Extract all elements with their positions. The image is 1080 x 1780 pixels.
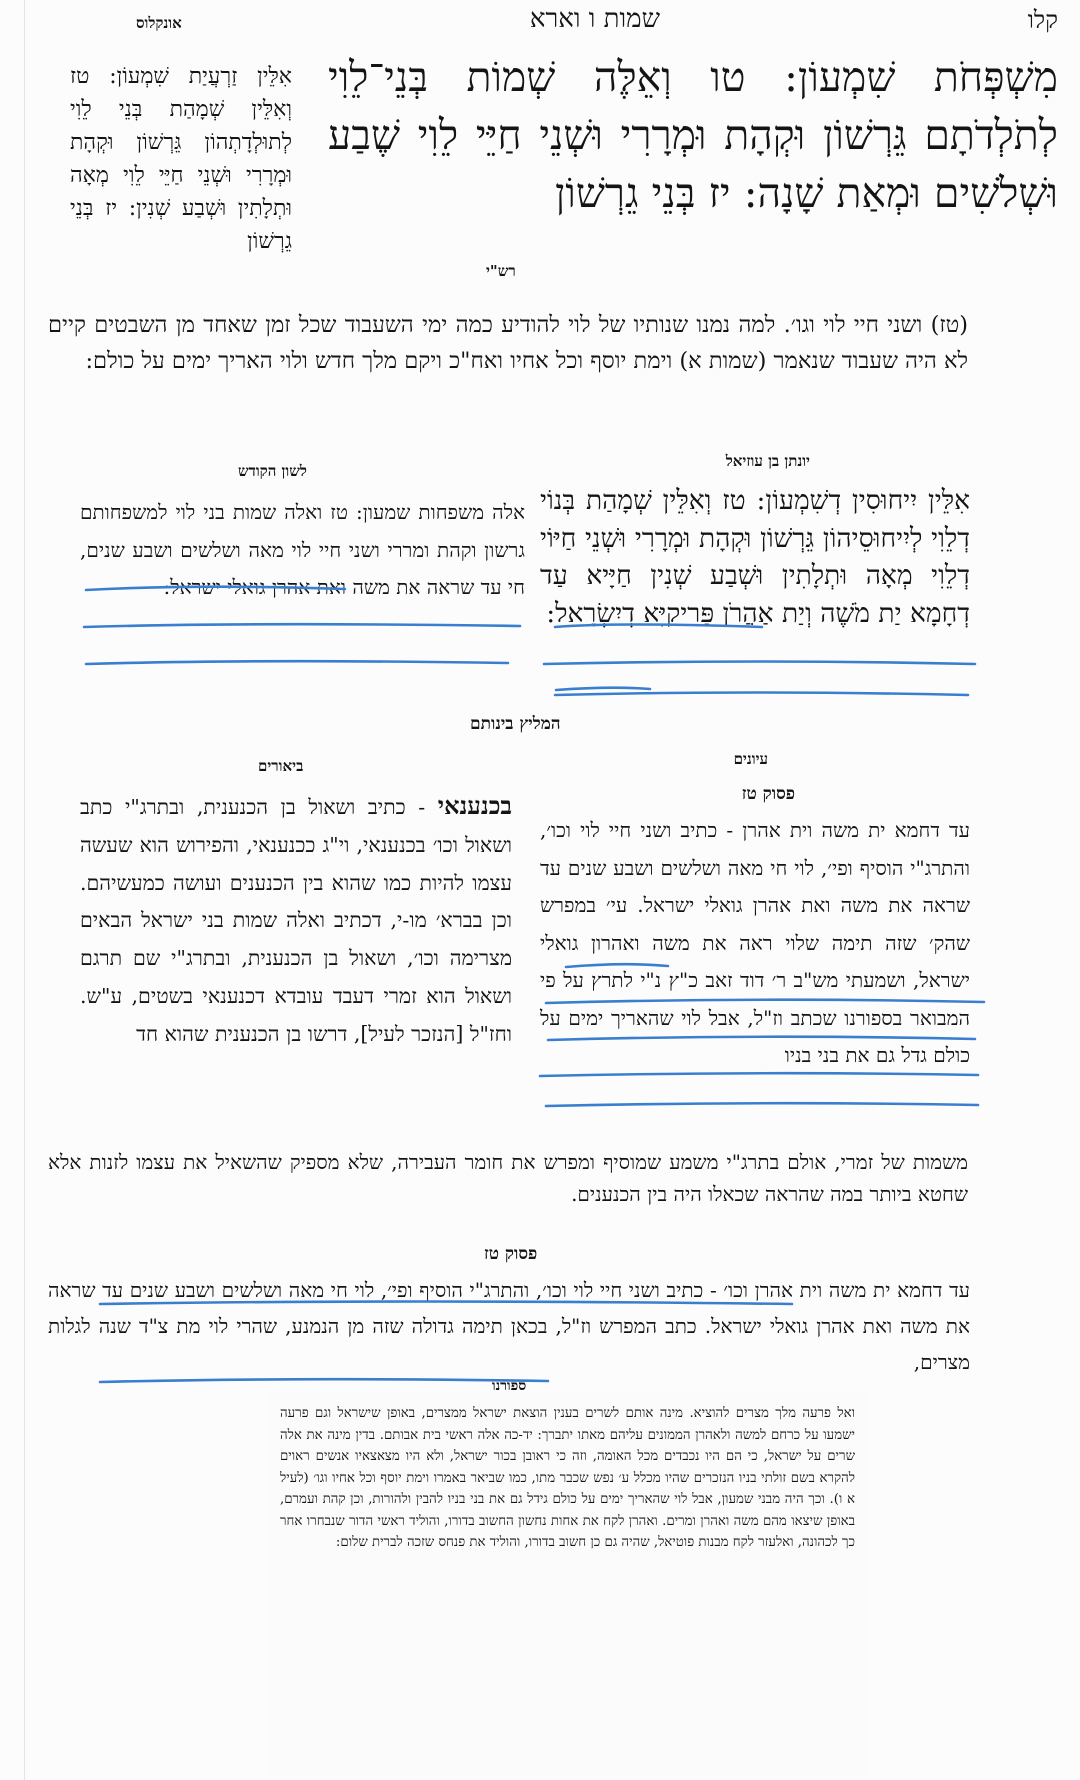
rashi-text: (טז) ושני חיי לוי וגו׳. למה נמנו שנותיו של לוי להודיע כמה ימי השעבוד שכל זמן שאחד מן השבטים קיים לא היה שעבוד שנאמר (שמות א) וימת יוסף וכל אחיו ואח"כ ויקם מלך חדש ולוי האריך ימים על כולם: [48, 312, 968, 374]
underline-iyunim-2 [546, 1000, 984, 1003]
underline-yonatan-3 [555, 693, 968, 696]
biurim-continued-text: משמות של זמרי, אולם בתרג"י משמע שמוסיף ומפרש את חומר העבירה, שלא מספיק שהשאיל את עצמו לזנות אלא שחטא ביותר במה שהראה שכאלו היה בין הכנענים. [48, 1150, 968, 1206]
onkelos-label: אונקלוס [136, 14, 182, 32]
hameliz-label: המליץ בינותם [470, 714, 561, 734]
underline-group [84, 587, 984, 1382]
sforno-text: ואל פרעה מלך מצרים להוציא. מינה אותם לשרים בענין הוצאת ישראל ממצרים, באופן שישראל וגם פרעה ישמעו על כרחם למשה ולאהרן הממונים עליהם מאתו יתברך: יד-כה אלה ראשי בית אבותם. בדין מינה את אלה שרים על ישראל, כי הם היו נכבדים מכל האומה, וזה כי ראובן בכור ישראל, ולא היו מצאצאיו אנשים ראוים להקרא בשם זולתי בניו הנזכרים שהיו מכלל ע׳ נפש שכבר מתו, כמו שביאר באמרו וימת יוסף וכל אחיו וגו׳ (לעיל א ו). וכך היה מבני שמעון, אבל לוי שהאריך ימים על כולם גידל גם את בני בניו להבין ולהורות, וכן קהת ועמרם, באופן שיצאו מהם משה ואהרן ומרים. ואהרן לקח את אחות נחשון החשוב בדורו, והוליד ראשי הדור שנבחרו אחר כך לכהונה, ואלעזר לקח מבנות פוטיאל, שהיה גם כן חשוב בדורו, והוליד את פנחס שזכה לברית שלום: [280, 1406, 855, 1550]
biurim-label: ביאורים [258, 757, 304, 775]
underline-yonatan-4 [556, 688, 650, 690]
yonatan-label: יונתן בן עוזיאל [725, 452, 810, 470]
underline-yonatan-1 [555, 625, 762, 628]
onkelos-text: אִלֵּין זַרְעֲיַת שִׁמְעוֹן: טז וְאִלֵּין שְׁמָהַת בְּנֵי לֵוִי לְתוּלְדָתְהוֹן גֵּרְשׁוֹן וּקְהָת וּמְרָרִי וּשְׁנֵי חַיֵּי לֵוִי מְאָה וּתְלָתִין וּשְׁבַע שְׁנִין: יז בְּנֵי גֵרְשׁוֹן [70, 64, 292, 254]
underline-iyunim-3 [548, 1037, 975, 1040]
biurim-lead-word: בכנענאי [437, 791, 512, 820]
yonatan-text: אִלֵּין יִיחוּסִין דְשִׁמְעוֹן: טז וְאִלֵּין שְׁמָהַת בְּנוֹי דְלֵוִי לְיִיחוּסֵיהוֹן גֵּרְשׁוֹן וּקְהָת וּמְרָרִי וּשְׁנֵי חַיּוֹי דְלֵוִי מְאָה וּתְלָתִין וּשְׁבַע שְׁנִין חַיָּיא עַד דְחָמָא יַת מֹשֶׁה וְיַת אַהֲרֹן פָּרִיקַיָּא דְיִשְׂרָאֵל: [540, 485, 970, 629]
page-number: קלו [1027, 6, 1058, 34]
underline-iyunim-5 [546, 1103, 978, 1106]
underline-pasuk2-2 [100, 1379, 548, 1382]
pasuk2-label: פסוק טז [484, 1244, 538, 1264]
lashon-hakodesh-label: לשון הקודש [238, 462, 307, 480]
underline-lashon-2 [84, 624, 520, 627]
iyunim-text: עד דחמא ית משה וית אהרן - כתיב ושני חיי לוי וכו׳, והתרג"י הוסיף ופי׳, לוי חי מאה ושלשים ושבע שנים עד שראה את משה ואת אהרן גואלי ישראל. עי׳ במפרש שהק׳ שזה תימה שלוי ראה את משה ואהרון גואלי ישראל, ושמעתי מש"ב ר׳ דוד זאב כ"ץ נ"י לתרץ על פי המבואר בספורנו שכתב וז"ל, אבל לוי שהאריך ימים על כולם גדל גם את בני בניו [540, 818, 970, 1067]
underline-iyunim-4 [540, 1073, 978, 1076]
pasuk2-text: עד דחמא ית משה וית אהרן וכו׳ - כתיב ושני חיי לוי וכו׳, והתרג"י הוסיף ופי׳, לוי חי מאה ושלשים ושבע שנים עד שראה את משה ואת אהרן גואלי ישראל. כתב המפרש וז"ל, בכאן תימה גדולה שזה מן הנמנע, שהרי לוי מת צ"ד שנה לגלות מצרים, [48, 1278, 971, 1374]
underline-lashon-3 [86, 661, 508, 664]
underline-yonatan-2 [544, 662, 975, 665]
underline-iyunim-1 [566, 964, 668, 967]
parasha-title: שמות ו וארא [529, 4, 660, 34]
iyunim-label: עיונים [733, 750, 768, 768]
underline-lashon-1 [86, 587, 345, 590]
biurim-body: - כתיב ושאול בן הכנענית, ובתרג"י כתב ושאול וכו׳ בכנענאי, וי"ג ככנענאי, והפירוש הוא שעשה עצמו להיות כמו שהוא בין הכנענים ועושה כמעשיהם. וכן בברא׳ מו-י, דכתיב ואלה שמות בני ישראל הבאים מצרימה וכו׳, ושאול בן הכנענית, ובתרג"י שם תרגם ושאול הוא זמרי דעבד עובדא דכנענאי בשטים, ע"ש. וחז"ל [הנזכר לעיל], דרשו בן הכנענית שהוא חד [80, 795, 512, 1046]
pasuk-label: פסוק טז [741, 784, 795, 804]
torah-verse-text: מִשְׁפְּחֹת שִׁמְעוֹן: טו וְאֵלֶּה שְׁמוֹת בְּנֵי־לֵוִי לְתֹלְדֹתָם גֵּרְשׁוֹן וּקְהָת וּמְרָרִי וּשְׁנֵי חַיֵּי לֵוִי שֶׁבַע וּשְׁלֹשִׁים וּמְאַת שָׁנָה: יז בְּנֵי גֵרְשׁוֹן [328, 53, 1058, 217]
underline-pasuk2-1 [100, 1302, 792, 1305]
rashi-label: רש"י [486, 262, 516, 280]
lashon-hakodesh-text: אלה משפחות שמעון: טז ואלה שמות בני לוי למשפחותם גרשון וקהת ומררי ושני חיי לוי מאה ושלשים ושבע שנים, חי עד שראה את משה ואת אהרן גואלי ישראל: [80, 500, 525, 599]
sforno-label: ספורנו [492, 1378, 527, 1394]
